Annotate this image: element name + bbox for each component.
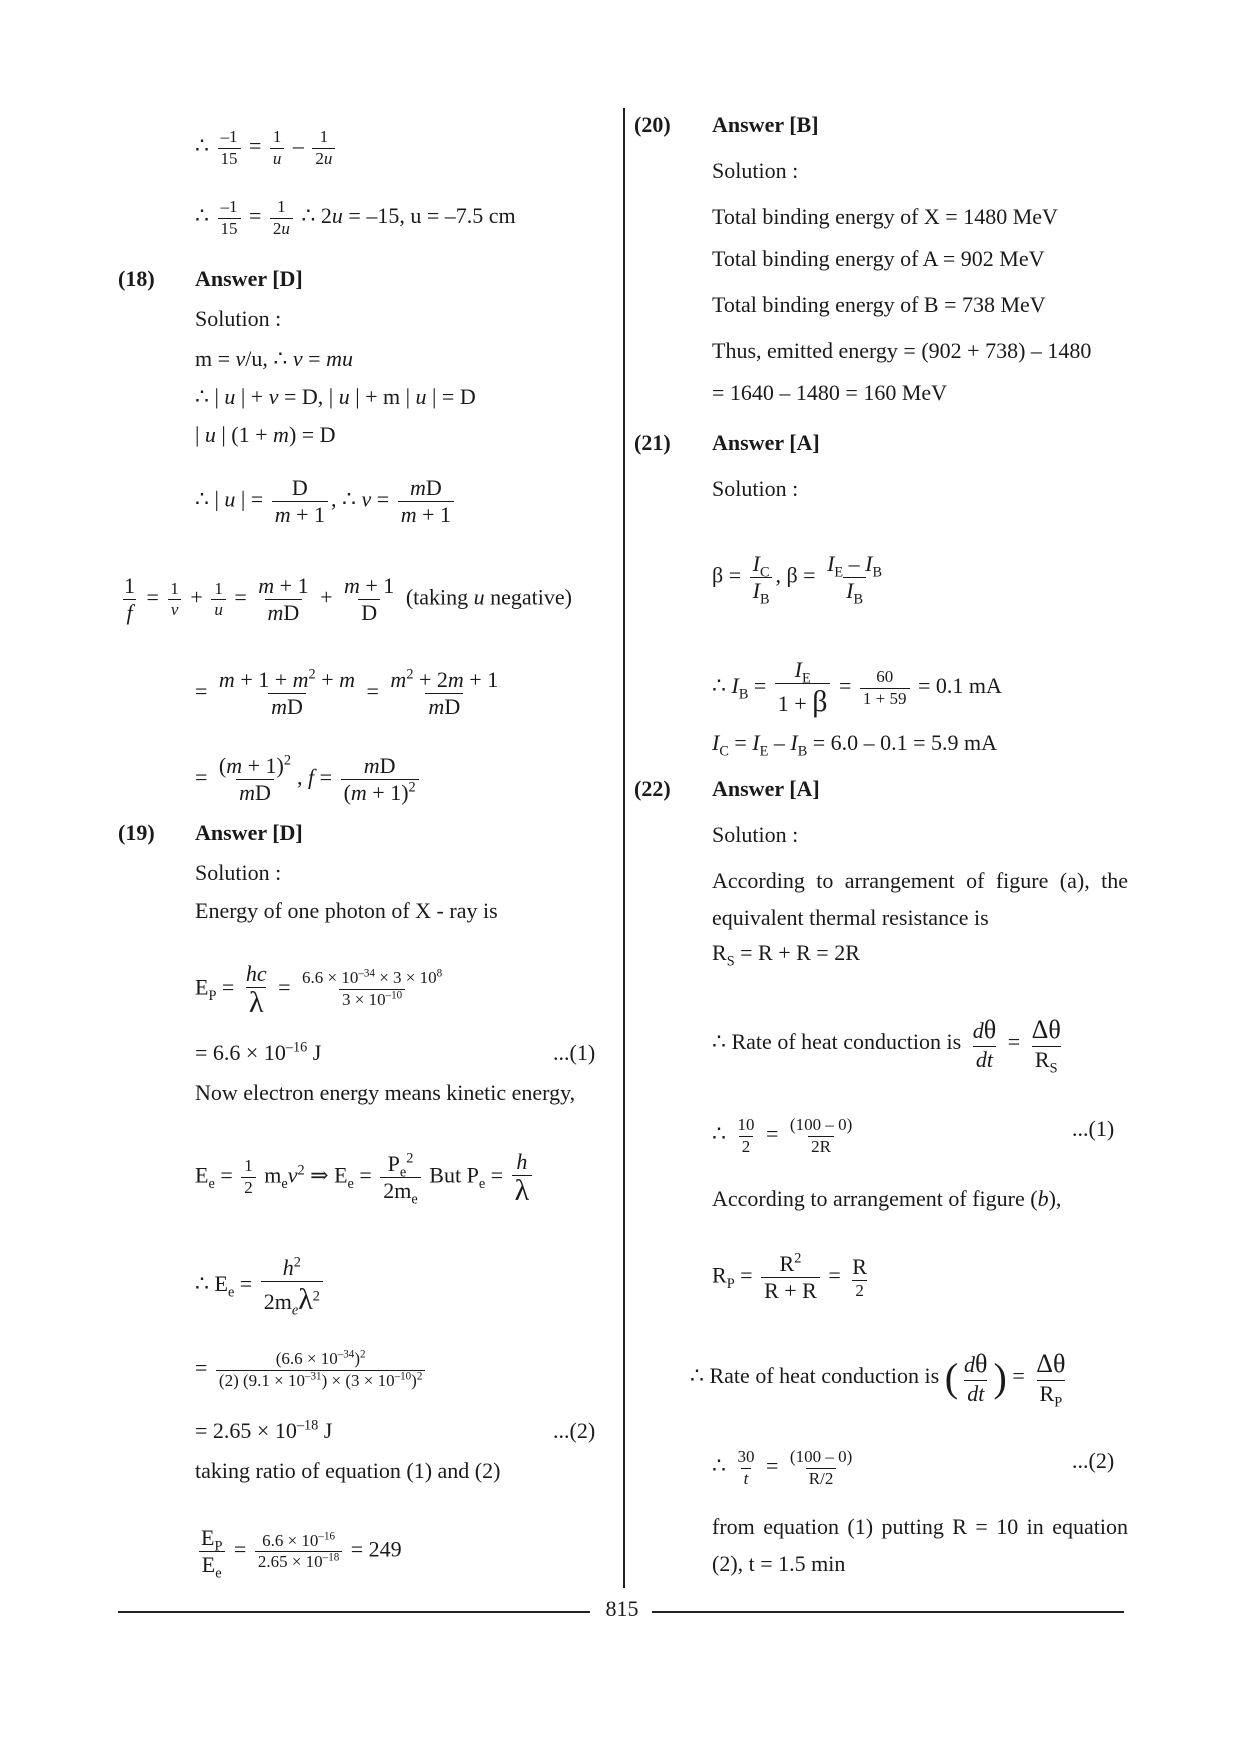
equation-q17-line1: ∴ $\frac{-1}{15}$ = $\frac{1}{u}$ – $\frac{1}{2u}$ [195, 128, 338, 168]
q22-ref1: ...(1) [1072, 1116, 1115, 1141]
q19-eq-ee3: = $\frac{(6.6 \times 10^{-34})^2}{(2) (9.1 \times 10^{-31}) \times (3 \times 10^{-10})^2}$ [195, 1350, 428, 1390]
q19-ref2: ...(2) [553, 1418, 596, 1443]
page-number: 815 [605, 1596, 639, 1621]
q19-eq-ee2: ∴ $E_e$ = $\frac{h^2}{2m_e\lambda^2}$ [195, 1256, 326, 1316]
q20-answer: Answer [B] [712, 112, 819, 137]
q19-eq-ratio: $\frac{E_P}{E_e}$ = $\frac{6.6 \times 10^{-16}}{2.65 \times 10^{-18}}$ = 249 [195, 1526, 402, 1577]
q22-ref2: ...(2) [1072, 1448, 1115, 1473]
q22-eq-rate-a: ∴ Rate of heat conduction is $\frac{d\theta}{dt}$ = $\frac{\Delta\theta}{R_S}$ [712, 1015, 1061, 1076]
q19-eq-ee: $E_e$ = $\frac{1}{2}$ $m_ev^2$ ⇒ $E_e$ = $\frac{P_e^2}{2m_e}$ But $P_e$ = $\frac{h}{\lambda}$ [195, 1150, 535, 1205]
q20-solution-label: Solution : [712, 158, 799, 183]
q21-eq-beta: β = $\frac{I_C}{I_B}$ , β = $\frac{I_E - I_B}{I_B}$ [712, 551, 883, 608]
q18-answer: Answer [D] [195, 266, 303, 291]
q20-line-emitted: Thus, emitted energy = (902 + 738) – 1480 [712, 338, 1092, 363]
q18-solution-label: Solution : [195, 306, 282, 331]
q19-number: (19) [118, 820, 155, 845]
q22-eq-1: ∴ $\frac{10}{2}$ = $\frac{(100 - 0)}{2R}$ [712, 1115, 853, 1156]
q22-para-b: According to arrangement of figure (b), [712, 1186, 1062, 1211]
q19-eq-ep: $E_P$ = $\frac{hc}{\lambda}$ = $\frac{6.6 \times 10^{-34} \times 3 \times 10^8}{3 \times 10^{-10}}$ [195, 961, 443, 1020]
q22-eq-2: ∴ $\frac{30}{t}$ = $\frac{(100 - 0)}{R/2}$ [712, 1447, 853, 1488]
q22-answer: Answer [A] [712, 776, 820, 801]
q19-answer: Answer [D] [195, 820, 303, 845]
q18-number: (18) [118, 266, 155, 291]
q22-rs-line: $R_S = R + R = 2R$ [712, 940, 860, 970]
q19-ref1: ...(1) [553, 1040, 596, 1065]
q19-electron-text: Now electron energy means kinetic energy, [195, 1080, 576, 1105]
q22-eq-rate-b: ∴ Rate of heat conduction is ( $\frac{d\theta}{dt}$ ) = $\frac{\Delta\theta}{R_P}$ [690, 1349, 1066, 1410]
q19-result-ep: = $6.6 \times 10^{-16}$ J [195, 1039, 322, 1065]
q22-number: (22) [634, 776, 671, 801]
q22-solution-label: Solution : [712, 822, 799, 847]
q19-ratio-text: taking ratio of equation (1) and (2) [195, 1458, 501, 1483]
q22-eq-rp: $R_P$ = $\frac{R^2}{R + R}$ = $\frac{R}{2}$ [712, 1250, 867, 1304]
q22-final-text: from equation (1) putting R = 10 in equation (2), t = 1.5 min [712, 1514, 1128, 1576]
q21-number: (21) [634, 430, 671, 455]
q20-line-a: Total binding energy of A = 902 MeV [712, 246, 1045, 271]
q20-line-result: = 1640 – 1480 = 160 MeV [712, 380, 948, 405]
q21-answer: Answer [A] [712, 430, 820, 455]
q18-eq-factor: | u | (1 + m) = D [195, 422, 336, 447]
q18-eq-lens: $\frac{1}{f}$ = $\frac{1}{v}$ + $\frac{1}{u}$ = $\frac{m + 1}{mD}$ + $\frac{m + 1}{D}$ (taking u negative) [124, 573, 572, 626]
q19-result-ee: = $2.65 \times 10^{-18}$ J [195, 1417, 333, 1443]
q18-eq-final: = $\frac{(m + 1)^2}{mD}$ , f = $\frac{mD}{(m + 1)^2}$ [195, 754, 422, 805]
q19-solution-label: Solution : [195, 860, 282, 885]
equation-q17-line2: ∴ $\frac{-1}{15}$ = $\frac{1}{2u}$ ∴ 2u = –15, u = –7.5 cm [195, 197, 516, 238]
q21-eq-ic: $I_C = I_E - I_B = 6.0 - 0.1 = 5.9$ mA [712, 730, 998, 760]
footer-rule-right [652, 1611, 1124, 1613]
q19-photon-text: Energy of one photon of X - ray is [195, 898, 498, 923]
column-divider [623, 108, 625, 1588]
footer-rule-left [118, 1611, 590, 1613]
q18-eq-u: ∴ | u | = $\frac{D}{m + 1}$ , ∴ v = $\frac{mD}{m + 1}$ [195, 476, 457, 527]
q21-eq-ib: ∴ $I_B$ = $\frac{I_E}{1 + \beta}$ = $\frac{60}{1 + 59}$ = 0.1 mA [712, 657, 1002, 719]
q20-line-b: Total binding energy of B = 738 MeV [712, 292, 1046, 317]
q20-line-x: Total binding energy of X = 1480 MeV [712, 204, 1058, 229]
q18-eq-sum: ∴ | u | + v = D, | u | + m | u | = D [195, 384, 476, 409]
q18-eq-m: m = v/u, ∴ v = mu [195, 346, 353, 371]
q18-eq-expand: = $\frac{m + 1 + m^2 + m}{mD}$ = $\frac{m^2 + 2m + 1}{mD}$ [195, 666, 499, 720]
q20-number: (20) [634, 112, 671, 137]
q21-solution-label: Solution : [712, 476, 799, 501]
q22-para-a: According to arrangement of figure (a), the equivalent thermal resistance is [712, 868, 1128, 930]
